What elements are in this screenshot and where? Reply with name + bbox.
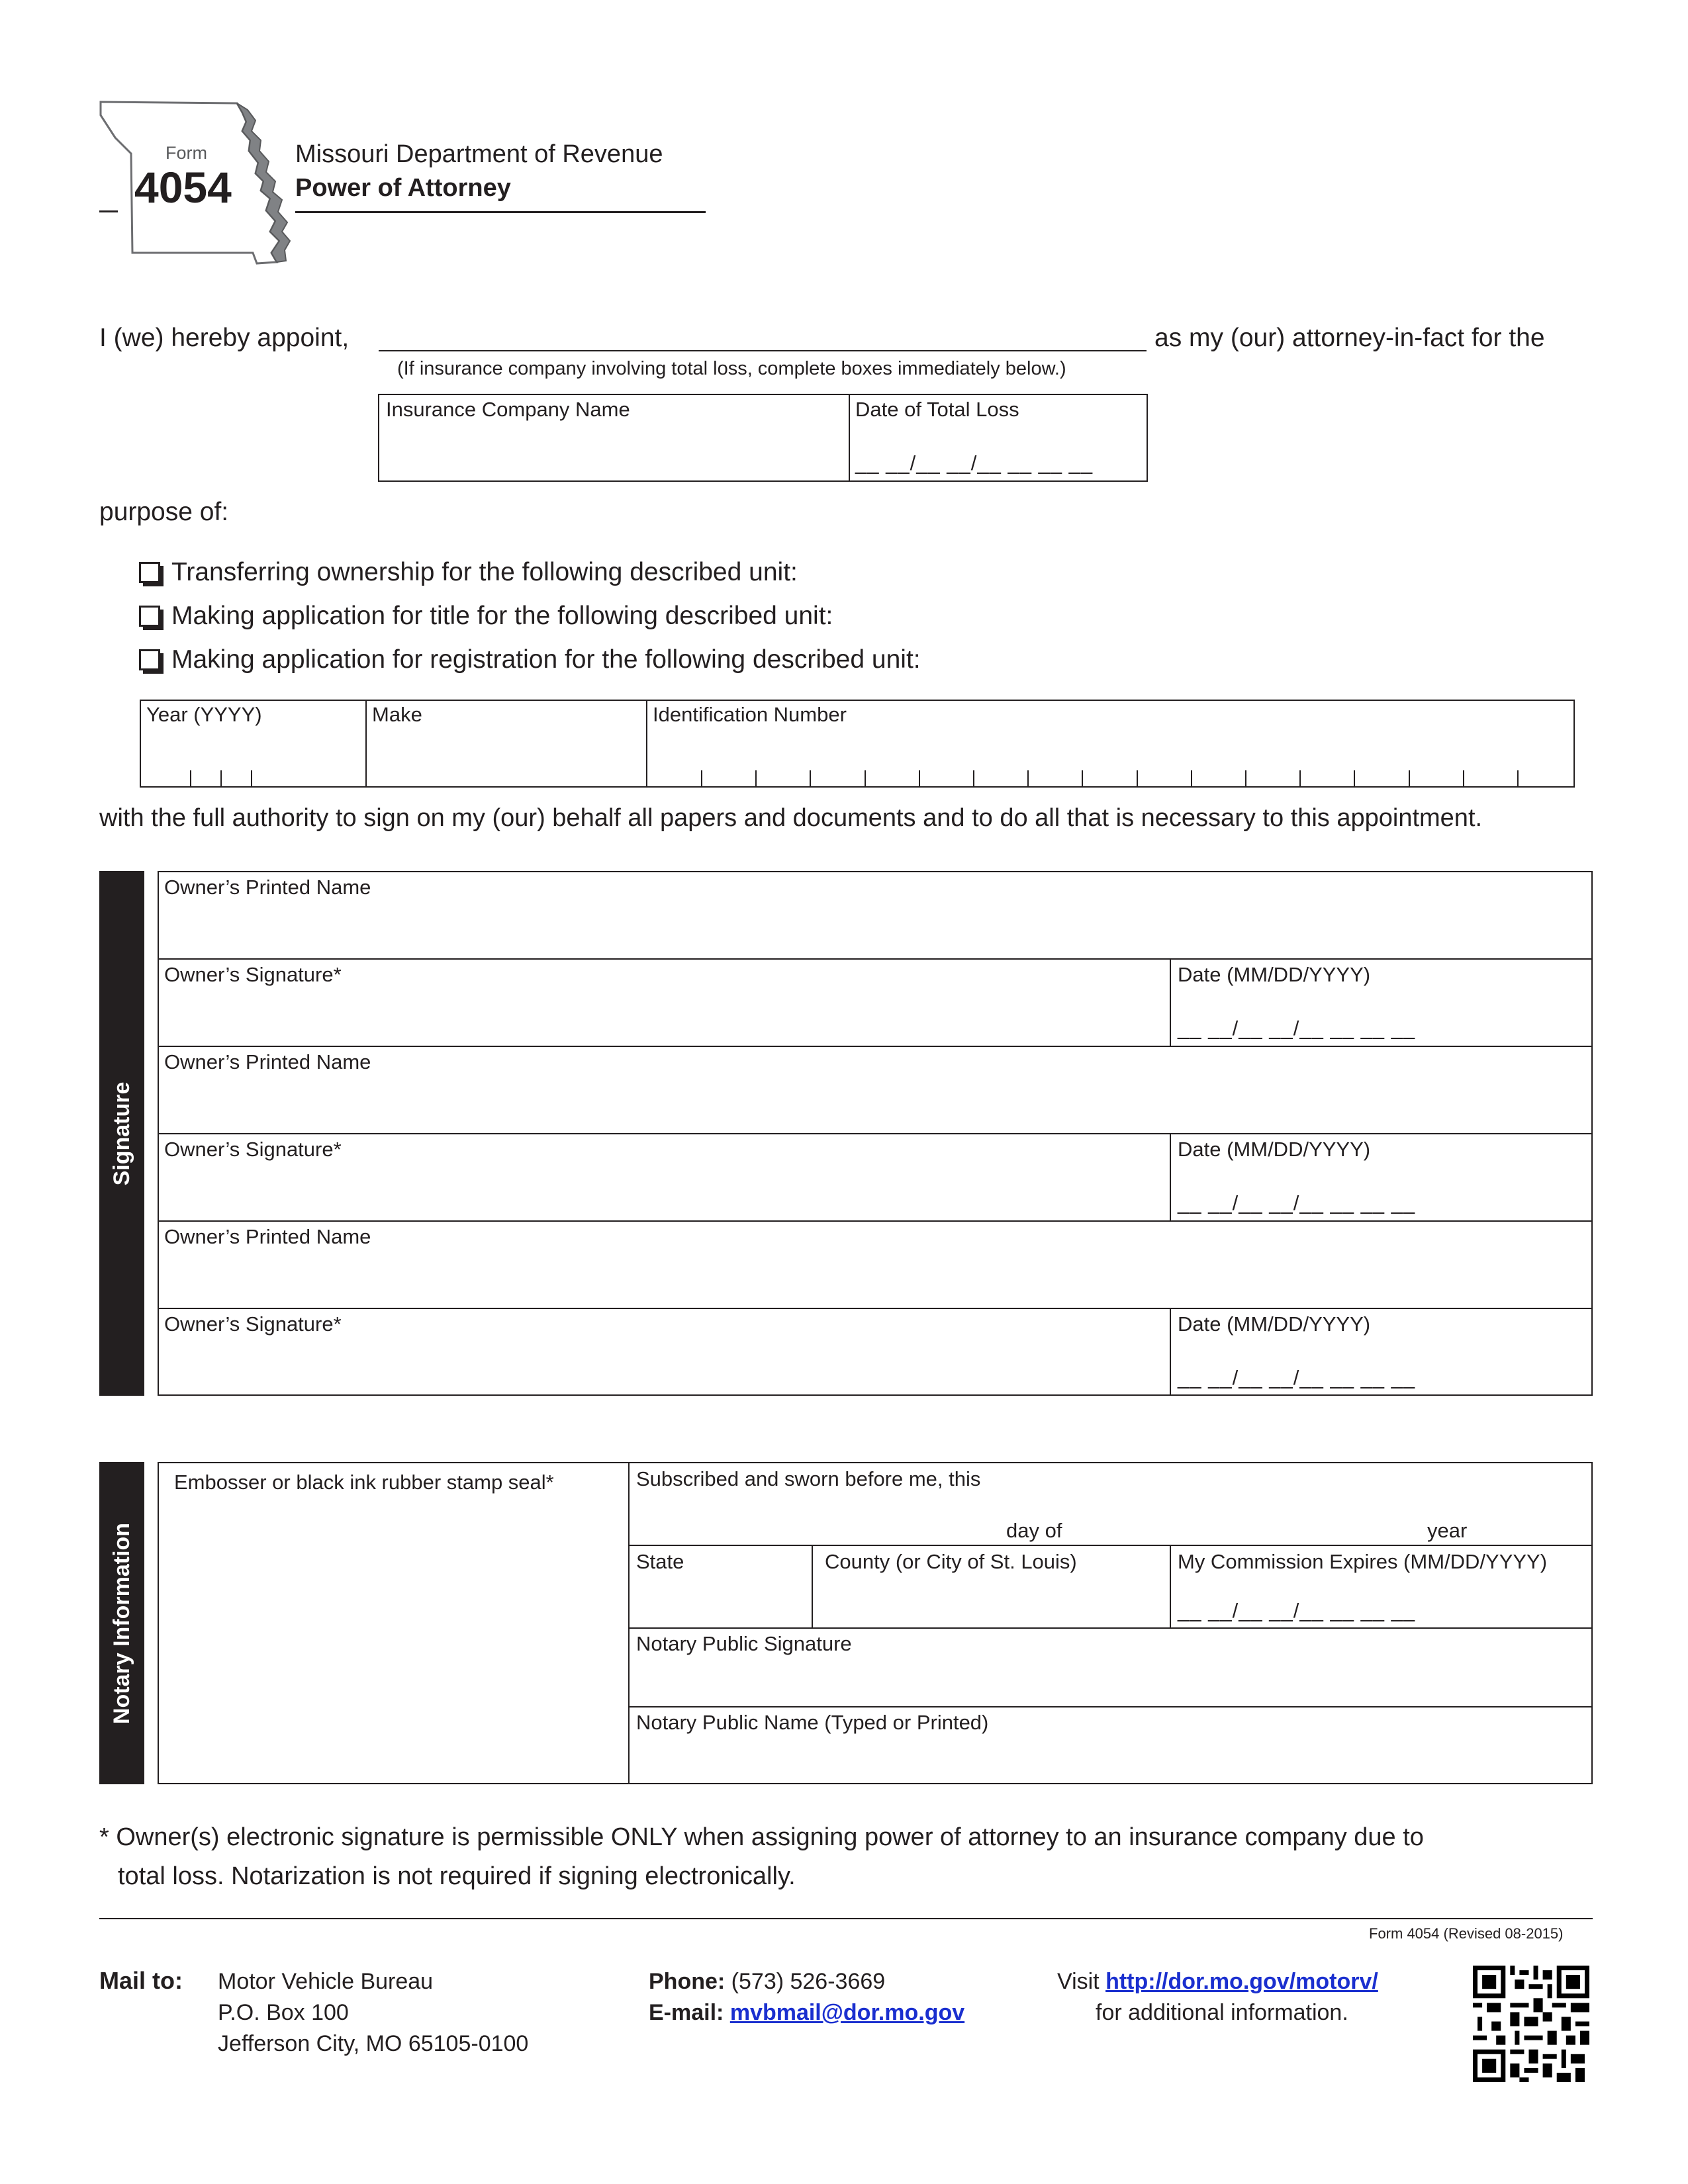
owner-1-date-field[interactable]: Date (MM/DD/YYYY) — [1178, 963, 1371, 986]
vin-digit-tick — [1245, 770, 1246, 788]
footnote-line-1: * Owner(s) electronic signature is permissible ONLY when assigning power of attorney to an insurance company due to — [99, 1823, 1424, 1851]
commission-date-placeholder: __ __/__ __/__ __ __ __ — [1178, 1599, 1416, 1622]
insurance-divider — [849, 394, 850, 482]
vin-digit-tick — [755, 770, 757, 788]
owner-2-date-field[interactable]: Date (MM/DD/YYYY) — [1178, 1138, 1371, 1161]
sig-row-line-4 — [158, 1220, 1593, 1222]
authority-statement: with the full authority to sign on my (our) behalf all papers and documents and to do all that is necessary to this appointment. — [99, 804, 1483, 832]
vin-digit-tick — [865, 770, 866, 788]
email-label: E-mail: — [649, 2000, 724, 2025]
appoint-trail: as my (our) attorney-in-fact for the — [1154, 324, 1545, 352]
sig-date-divider-1 — [1170, 958, 1171, 1046]
title-underline — [295, 211, 706, 213]
form-revision: Form 4054 (Revised 08-2015) — [1369, 1925, 1564, 1942]
vin-digit-tick — [1299, 770, 1301, 788]
mail-to-label: Mail to: — [99, 1967, 183, 1994]
appoint-note: (If insurance company involving total loss, complete boxes immediately below.) — [397, 358, 1066, 379]
day-of-label: day of — [1006, 1519, 1062, 1542]
year-digit-tick — [251, 770, 252, 788]
notary-signature-field[interactable]: Notary Public Signature — [636, 1632, 852, 1655]
title-application-checkbox[interactable] — [139, 606, 160, 627]
phone-number: (573) 526-3669 — [731, 1969, 886, 1994]
agency-name: Missouri Department of Revenue — [295, 140, 663, 168]
year-label: year — [1427, 1519, 1468, 1542]
owner-2-signature-field[interactable]: Owner’s Signature* — [164, 1138, 342, 1161]
sig-row-line-3 — [158, 1133, 1593, 1134]
form-number-dash — [99, 210, 118, 212]
email-line — [649, 2001, 964, 2024]
vin-digit-tick — [973, 770, 974, 788]
year-field[interactable]: Year (YYYY) — [146, 703, 262, 726]
form-word: Form — [165, 143, 207, 163]
notary-row-line-3 — [628, 1706, 1593, 1707]
sig-date-divider-2 — [1170, 1133, 1171, 1221]
make-field[interactable]: Make — [372, 703, 422, 726]
visit-label: Visit — [1057, 1969, 1100, 1994]
vin-digit-tick — [1082, 770, 1083, 788]
website-link[interactable]: http://dor.mo.gov/motorv/ — [1105, 1969, 1378, 1994]
appoint-lead: I (we) hereby appoint, — [99, 324, 350, 352]
notary-county-divider — [1170, 1545, 1171, 1628]
footer-rule — [99, 1918, 1593, 1919]
vin-digit-tick — [1463, 770, 1464, 788]
notary-state-divider — [812, 1545, 813, 1628]
date-total-loss-placeholder: __ __/__ __/__ __ __ __ — [855, 451, 1094, 475]
owner-1-printed-name-field[interactable]: Owner’s Printed Name — [164, 876, 371, 899]
owner-1-signature-field[interactable]: Owner’s Signature* — [164, 963, 342, 986]
identification-number-field[interactable]: Identification Number — [653, 703, 847, 726]
seal-area[interactable]: Embosser or black ink rubber stamp seal* — [174, 1471, 554, 1494]
additional-info: for additional information. — [1096, 2000, 1348, 2025]
unit-table — [140, 700, 1575, 788]
notary-row-line-1 — [628, 1545, 1593, 1546]
unit-divider-2 — [646, 700, 647, 788]
vin-digit-tick — [1517, 770, 1519, 788]
purpose-label: purpose of: — [99, 498, 229, 526]
transfer-ownership-label: Transferring ownership for the following described unit: — [171, 558, 798, 586]
vin-digit-tick — [1137, 770, 1138, 788]
phone-line — [649, 1970, 885, 1993]
mail-address-line-1: Motor Vehicle Bureau — [218, 1969, 434, 1994]
qr-code-icon[interactable] — [1473, 1966, 1589, 2082]
vin-digit-tick — [701, 770, 702, 788]
vin-digit-tick — [1354, 770, 1355, 788]
vin-digit-tick — [1027, 770, 1029, 788]
vin-digit-tick — [810, 770, 811, 788]
county-field[interactable]: County (or City of St. Louis) — [825, 1550, 1077, 1573]
mail-address-line-2: P.O. Box 100 — [218, 2000, 349, 2025]
vin-digit-tick — [919, 770, 920, 788]
sig-row-line-5 — [158, 1308, 1593, 1309]
vin-digit-tick — [1409, 770, 1410, 788]
notary-sidebar-label: Notary Information — [109, 1522, 134, 1725]
transfer-ownership-checkbox[interactable] — [139, 562, 160, 583]
owner-3-date-field[interactable]: Date (MM/DD/YYYY) — [1178, 1312, 1371, 1336]
owner-1-date-placeholder: __ __/__ __/__ __ __ __ — [1178, 1017, 1416, 1040]
state-field[interactable]: State — [636, 1550, 684, 1573]
title-application-label: Making application for title for the following described unit: — [171, 602, 833, 630]
unit-divider-1 — [365, 700, 367, 788]
sig-date-divider-3 — [1170, 1308, 1171, 1396]
email-link[interactable]: mvbmail@dor.mo.gov — [729, 2000, 965, 2025]
year-digit-tick — [190, 770, 191, 788]
page-title: Power of Attorney — [295, 174, 511, 202]
sig-row-line-1 — [158, 958, 1593, 960]
sig-row-line-2 — [158, 1046, 1593, 1047]
footnote-line-2: total loss. Notarization is not required if signing electronically. — [118, 1862, 796, 1890]
form-number: 4054 — [134, 163, 232, 212]
attorney-name-line[interactable] — [379, 350, 1147, 351]
registration-application-label: Making application for registration for the following described unit: — [171, 645, 921, 674]
mail-address-line-3: Jefferson City, MO 65105-0100 — [218, 2031, 529, 2056]
notary-row-line-2 — [628, 1627, 1593, 1629]
owner-2-date-placeholder: __ __/__ __/__ __ __ __ — [1178, 1191, 1416, 1214]
notary-table — [158, 1462, 1593, 1784]
owner-2-printed-name-field[interactable]: Owner’s Printed Name — [164, 1050, 371, 1073]
commission-expires-field[interactable]: My Commission Expires (MM/DD/YYYY) — [1178, 1550, 1548, 1573]
owner-3-date-placeholder: __ __/__ __/__ __ __ __ — [1178, 1366, 1416, 1389]
owner-3-signature-field[interactable]: Owner’s Signature* — [164, 1312, 342, 1336]
visit-line — [1057, 1970, 1378, 1993]
insurance-company-field[interactable]: Insurance Company Name — [386, 398, 630, 421]
phone-label: Phone: — [649, 1969, 726, 1994]
notary-seal-divider — [628, 1462, 630, 1784]
date-total-loss-field[interactable]: Date of Total Loss — [855, 398, 1019, 421]
registration-application-checkbox[interactable] — [139, 649, 160, 670]
signature-sidebar-label: Signature — [109, 1081, 134, 1186]
owner-3-printed-name-field[interactable]: Owner’s Printed Name — [164, 1225, 371, 1248]
year-digit-tick — [220, 770, 222, 788]
vin-digit-tick — [1191, 770, 1192, 788]
notary-name-field[interactable]: Notary Public Name (Typed or Printed) — [636, 1711, 989, 1734]
sworn-statement-field[interactable]: Subscribed and sworn before me, this — [636, 1467, 981, 1490]
